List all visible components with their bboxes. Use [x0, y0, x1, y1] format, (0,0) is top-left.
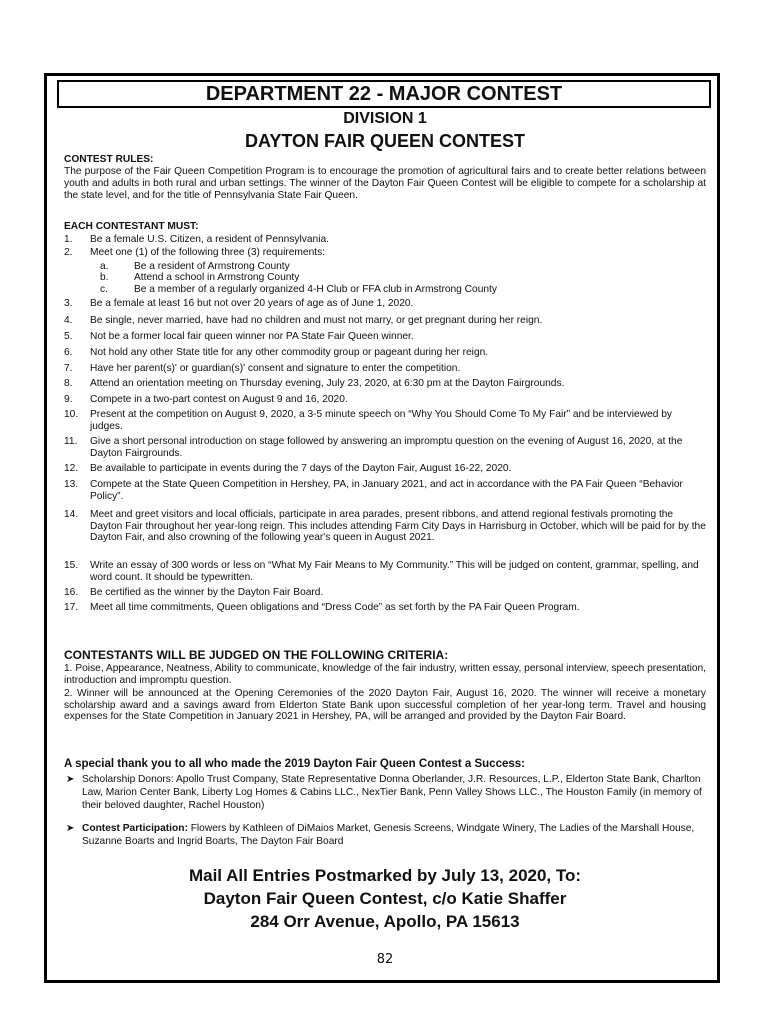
requirement-text: Be certified as the winner by the Dayton Fair Board. — [90, 587, 324, 598]
requirement-item — [64, 509, 706, 544]
page-number: 82 — [376, 952, 394, 967]
requirement-number: 1. — [64, 234, 73, 245]
arrow-bullet-icon: ➤ — [66, 823, 75, 834]
requirement-text: Compete in a two-part contest on August 9 and 16, 2020. — [90, 394, 348, 405]
requirement-text: Be a female at least 16 but not over 20 years of age as of June 1, 2020. — [90, 298, 414, 309]
requirement-text: Give a short personal introduction on stage followed by answering an impromptu question on the evening of August 16, 2020, at the Dayton Fairgrounds. — [90, 436, 683, 459]
requirement-number: 7. — [64, 363, 73, 374]
requirement-number: 12. — [64, 463, 79, 474]
sub-item-text: Be a resident of Armstrong County — [134, 261, 290, 272]
requirement-number: 5. — [64, 331, 73, 342]
thanks-bullet-participation — [66, 822, 706, 848]
requirement-item — [64, 409, 706, 432]
requirement-item — [64, 298, 706, 310]
rules-paragraph: The purpose of the Fair Queen Competition Program is to encourage the promotion of agricultural fairs and to create better relations between youth and adults in both rural and urban settings. The winner of the Dayton Fair Queen Contest will be eligible to compete for a scholarship at the state level, and for the title of Pennsylvania State Fair Queen. — [64, 166, 706, 201]
requirement-text: Not hold any other State title for any other commodity group or pageant during her reign. — [90, 347, 489, 358]
requirement-item — [64, 378, 706, 390]
requirement-text: Write an essay of 300 words or less on “What My Fair Means to My Community.” This will be judged on content, grammar, spelling, and word count. It should be typewritten. — [90, 560, 699, 583]
participation-label: Contest Participation: — [82, 823, 188, 834]
sub-item-letter: a. — [100, 261, 109, 272]
requirement-item — [64, 363, 706, 375]
mail-line-3: 284 Orr Avenue, Apollo, PA 15613 — [250, 912, 520, 931]
requirement-text: Meet all time commitments, Queen obligations and “Dress Code” as set forth by the PA Fair Queen Program. — [90, 602, 580, 613]
requirement-number: 8. — [64, 378, 73, 389]
criteria-item-1: 1. Poise, Appearance, Neatness, Ability to communicate, knowledge of the fair industry, written essay, personal interview, speech presentation, introduction and impromptu question. — [64, 663, 706, 686]
requirement-number: 14. — [64, 509, 79, 520]
requirement-item — [64, 436, 706, 459]
requirement-sub-item — [100, 272, 299, 283]
sub-item-text: Attend a school in Armstrong County — [134, 272, 300, 283]
contest-title: DAYTON FAIR QUEEN CONTEST — [244, 131, 526, 151]
mail-line-2: Dayton Fair Queen Contest, c/o Katie Shaffer — [203, 889, 567, 908]
requirement-number: 10. — [64, 409, 79, 420]
requirement-text: Meet and greet visitors and local officials, participate in area parades, present ribbons, and attend regional festivals promoting the Dayton Fair throughout her year-long reign. This includes attending Farm City Days in Harrisburg in October, which will be paid for by the Dayton Fair, and also crowning of the following year's queen in August 2021. — [90, 509, 706, 543]
requirement-number: 9. — [64, 394, 73, 405]
sub-item-letter: b. — [100, 272, 109, 283]
requirement-item — [64, 463, 706, 475]
sub-item-text: Be a member of a regularly organized 4-H Club or FFA club in Armstrong County — [134, 284, 497, 295]
requirement-item — [64, 394, 706, 406]
requirement-sub-item — [100, 284, 497, 295]
requirement-text: Compete at the State Queen Competition in Hershey, PA, in January 2021, and act in accordance with the PA Fair Queen “Behavior Policy”. — [90, 479, 683, 502]
participation-text: Flowers by Kathleen of DiMaios Market, Genesis Screens, Windgate Winery, The Ladies of the Marshall House, Suzanne Boarts and Ingrid Boarts, The Dayton Fair Board — [82, 823, 695, 847]
requirement-item — [64, 479, 706, 502]
requirement-item — [64, 560, 706, 583]
requirement-item — [64, 331, 706, 343]
requirement-text: Present at the competition on August 9, 2020, a 3-5 minute speech on “Why You Should Come To My Fair” and be interviewed by judges. — [90, 409, 672, 432]
thanks-heading: A special thank you to all who made the 2019 Dayton Fair Queen Contest a Success: — [64, 758, 525, 770]
requirement-number: 17. — [64, 602, 79, 613]
requirement-number: 4. — [64, 315, 73, 326]
requirement-item — [64, 602, 706, 614]
requirement-number: 6. — [64, 347, 73, 358]
requirement-text: Be single, never married, have had no children and must not marry, or get pregnant during her reign. — [90, 315, 543, 326]
requirement-number: 16. — [64, 587, 79, 598]
requirement-text: Attend an orientation meeting on Thursday evening, July 23, 2020, at 6:30 pm at the Dayton Fairgrounds. — [90, 378, 565, 389]
rules-heading: CONTEST RULES: — [64, 154, 154, 165]
requirement-number: 13. — [64, 479, 79, 490]
thanks-bullet-donors — [66, 773, 706, 812]
requirement-number: 2. — [64, 247, 73, 258]
requirement-text: Not be a former local fair queen winner nor PA State Fair Queen winner. — [90, 331, 414, 342]
requirement-sub-item — [100, 261, 290, 272]
mail-line-1: Mail All Entries Postmarked by July 13, 2020, To: — [188, 866, 582, 885]
requirement-item — [64, 587, 706, 599]
requirement-text: Meet one (1) of the following three (3) requirements: — [90, 247, 325, 258]
requirement-text: Have her parent(s)' or guardian(s)' consent and signature to enter the competition. — [90, 363, 461, 374]
arrow-bullet-icon: ➤ — [66, 774, 75, 785]
requirement-number: 11. — [64, 436, 78, 447]
criteria-item-2: 2. Winner will be announced at the Opening Ceremonies of the 2020 Dayton Fair, August 16, 2020. The winner will receive a monetary scholarship award and a savings award from Elderton State Bank upon successful completion of her year-long term. Travel and housing expenses for the State Competition in January 2021 in Hershey, PA, will be arranged and provided by the Dayton Fair Board. — [64, 688, 706, 722]
requirement-item — [64, 315, 706, 327]
requirement-item — [64, 347, 706, 359]
requirement-item — [64, 234, 706, 246]
requirement-number: 15. — [64, 560, 79, 571]
requirement-number: 3. — [64, 298, 73, 309]
criteria-heading: CONTESTANTS WILL BE JUDGED ON THE FOLLOWING CRITERIA: — [64, 648, 449, 662]
requirement-item — [64, 247, 706, 259]
requirement-text: Be a female U.S. Citizen, a resident of Pennsylvania. — [90, 234, 329, 245]
sub-item-letter: c. — [100, 284, 108, 295]
requirement-text: Be available to participate in events during the 7 days of the Dayton Fair, August 16-22, 2020. — [90, 463, 512, 474]
division-title: DIVISION 1 — [343, 110, 427, 127]
department-title: DEPARTMENT 22 - MAJOR CONTEST — [57, 80, 711, 108]
requirements-heading: EACH CONTESTANT MUST: — [64, 221, 199, 232]
donors-text: Scholarship Donors: Apollo Trust Company, State Representative Donna Oberlander, J.R. Resources, L.P., Elderton State Bank, Charlton Law, Marion Center Bank, Liberty Log Homes & Cabins LLC., NexTier Bank, Penn Valley Shows LLC., The Houston Family (in memory of their beloved daughter, Rachel Houston) — [82, 774, 702, 811]
